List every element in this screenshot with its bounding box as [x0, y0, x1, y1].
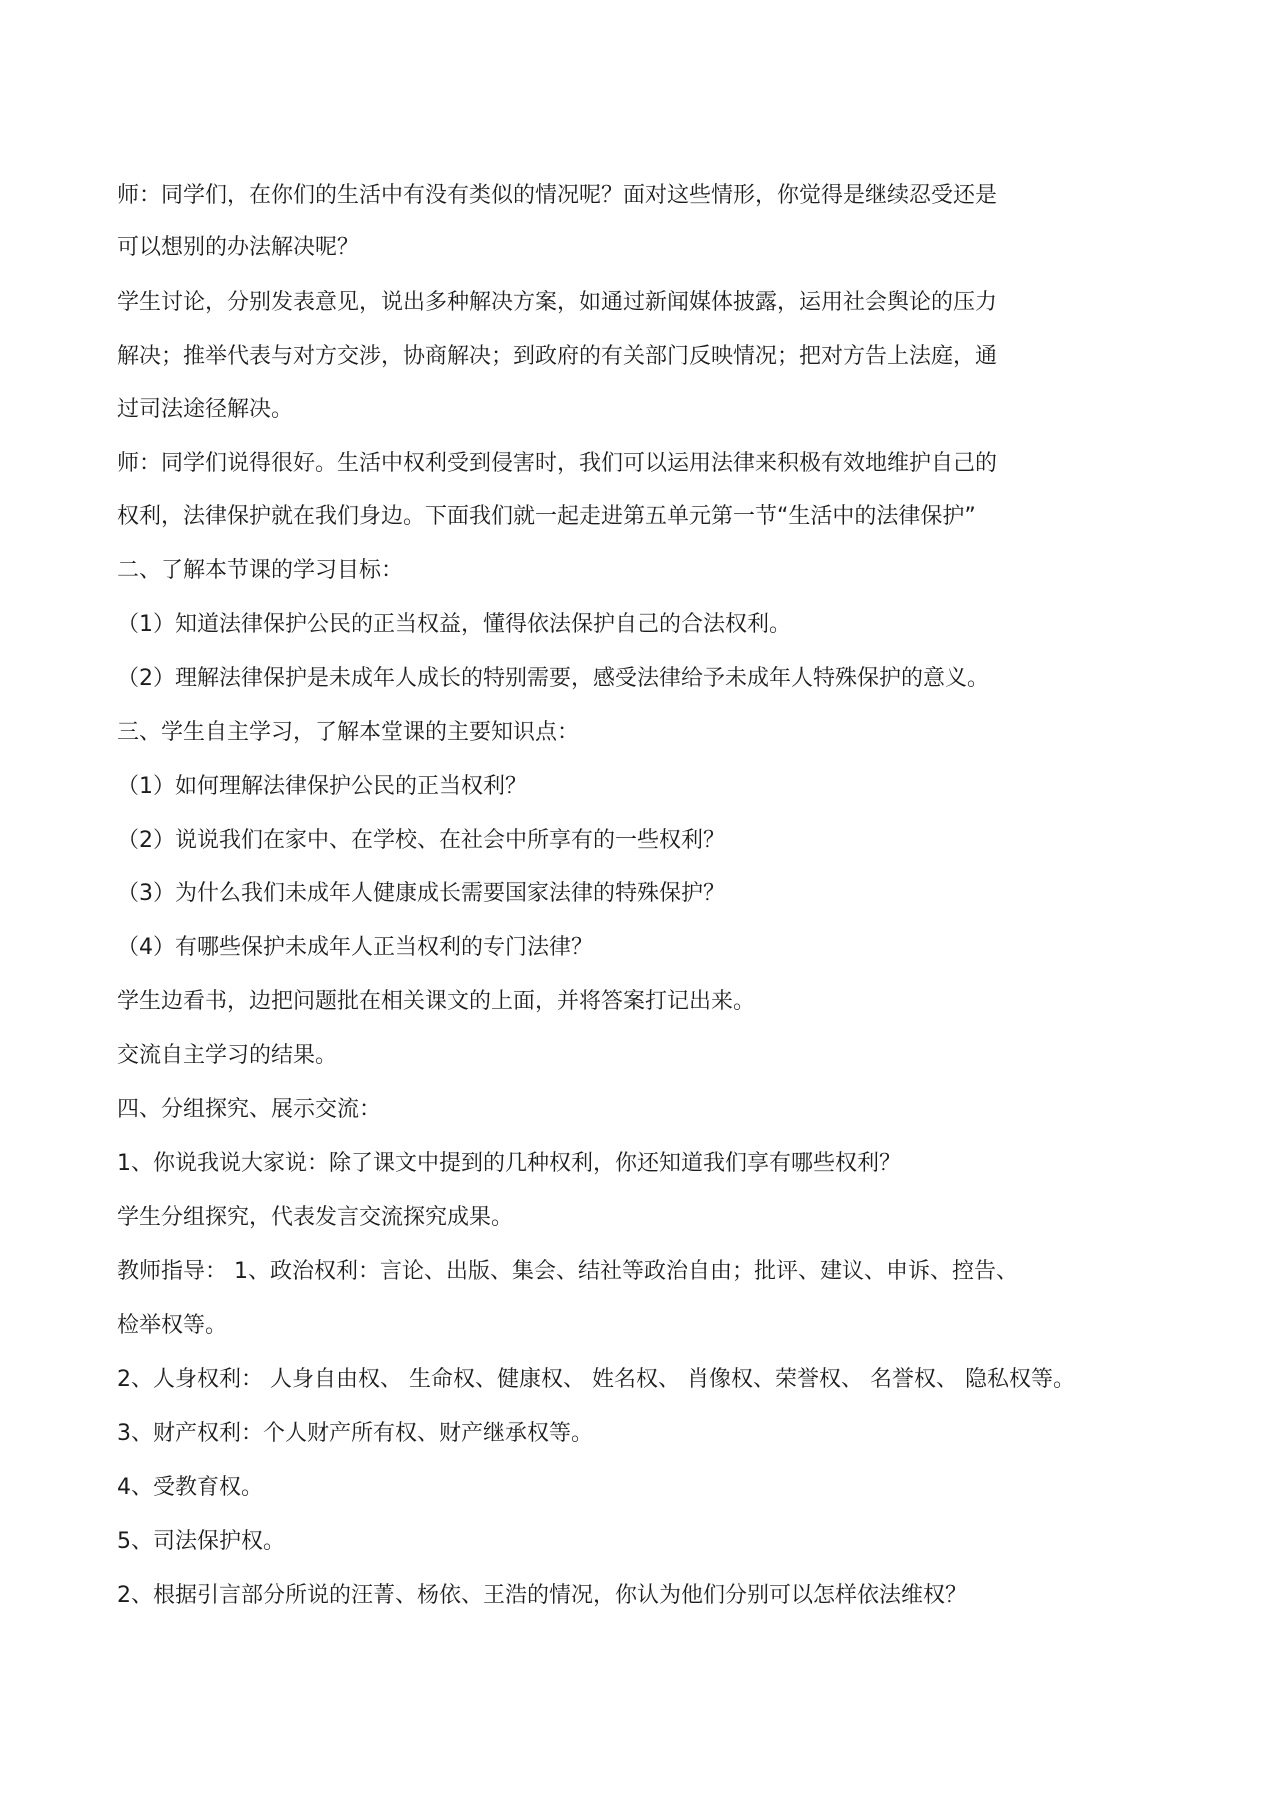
text-line: 学生讨论，分别发表意见，说出多种解决方案，如通过新闻媒体披露，运用社会舆论的压力	[117, 290, 998, 315]
text-line: 解决；推举代表与对方交涉，协商解决；到政府的有关部门反映情况；把对方告上法庭，通	[117, 344, 998, 369]
text-line: 5、司法保护权。	[117, 1529, 285, 1554]
text-line: 师：同学们说得很好。生活中权利受到侵害时，我们可以运用法律来积极有效地维护自己的	[117, 451, 998, 476]
text-line: 过司法途径解决。	[117, 397, 294, 422]
text-line: 3、财产权利：个人财产所有权、财产继承权等。	[117, 1421, 593, 1446]
list-item: （4）有哪些保护未成年人正当权利的专门法律？	[117, 935, 593, 960]
text-line: 2、人身权利： 人身自由权、 生命权、健康权、 姓名权、 肖像权、荣誉权、 名誉权、 隐私权等。	[117, 1367, 1075, 1392]
text-line: 4、受教育权。	[117, 1475, 263, 1500]
text-line: 学生边看书，边把问题批在相关课文的上面，并将答案打记出来。	[117, 989, 756, 1014]
section-heading: 四、分组探究、展示交流：	[117, 1097, 382, 1122]
text-line: 交流自主学习的结果。	[117, 1043, 338, 1068]
text-line: 教师指导： 1、政治权利：言论、出版、集会、结社等政治自由；批评、建议、申诉、控告、	[117, 1259, 1018, 1284]
text-line: 1、你说我说大家说：除了课文中提到的几种权利，你还知道我们享有哪些权利？	[117, 1151, 901, 1176]
text-line: 可以想别的办法解决呢？	[117, 235, 360, 260]
list-item: （3）为什么我们未成年人健康成长需要国家法律的特殊保护？	[117, 881, 725, 906]
text-line: 师：同学们，在你们的生活中有没有类似的情况呢？面对这些情形，你觉得是继续忍受还是	[117, 183, 998, 208]
section-heading: 三、学生自主学习，了解本堂课的主要知识点：	[117, 720, 580, 745]
text-line: 权利，法律保护就在我们身边。下面我们就一起走进第五单元第一节“生活中的法律保护”	[117, 504, 976, 529]
text-line: 学生分组探究，代表发言交流探究成果。	[117, 1205, 514, 1230]
list-item: （1）如何理解法律保护公民的正当权利？	[117, 774, 527, 799]
list-item: （2）理解法律保护是未成年人成长的特别需要，感受法律给予未成年人特殊保护的意义。	[117, 666, 990, 691]
text-line: 2、根据引言部分所说的汪菁、杨依、王浩的情况，你认为他们分别可以怎样依法维权？	[117, 1583, 967, 1608]
text-line: 检举权等。	[117, 1313, 228, 1338]
list-item: （1）知道法律保护公民的正当权益，懂得依法保护自己的合法权利。	[117, 612, 791, 637]
section-heading: 二、了解本节课的学习目标：	[117, 558, 404, 583]
list-item: （2）说说我们在家中、在学校、在社会中所享有的一些权利？	[117, 828, 725, 853]
